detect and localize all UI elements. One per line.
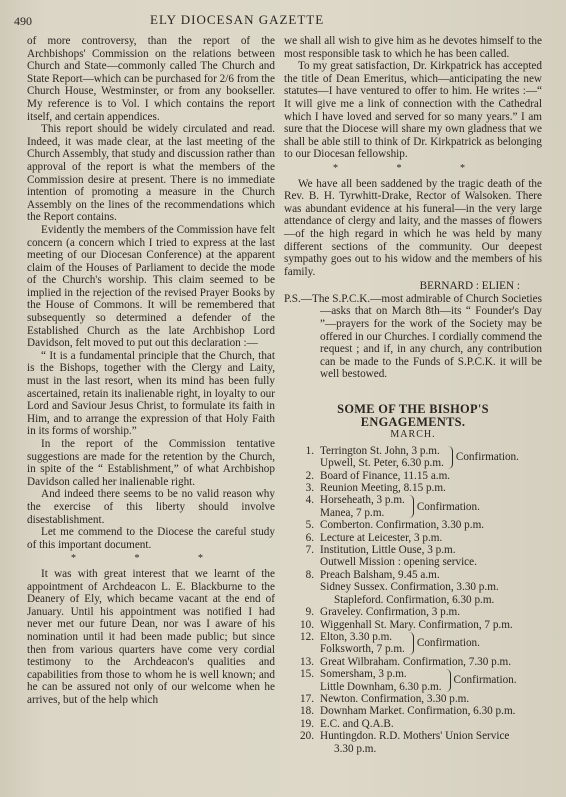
engagement-continuation: Sidney Sussex. Confirmation, 3.30 p.m. <box>320 581 499 594</box>
paragraph: In the report of the Commission tentative suggestions are made for the retention by the Church, in spite of the “ Establishment,” of what Archbishop Davidson called her inalienable right. <box>27 438 275 488</box>
engagement-date: 1. <box>305 444 314 457</box>
engagement-item <box>284 718 542 730</box>
paragraph: we shall all wish to give him as he devotes himself to the most responsible task to which he has been called. <box>284 35 542 60</box>
paragraph: To my great satisfaction, Dr. Kirkpatrick has accepted the title of Dean Emeritus, which—anticipating the new statutes—I have ventured to offer to him. He writes :—“ It will give me a link of connection with the Cathedral which I have loved and served for so many years.” I am sure that the Diocese will share my own gladness that we shall be able still to think of Dr. Kirkpatrick as belonging to our Diocesan fellowship. <box>284 60 542 161</box>
engagement-line: Manea, 7 p.m. <box>320 506 385 519</box>
engagement-line: Little Downham, 6.30 p.m. <box>320 680 442 693</box>
engagement-date: 2. <box>305 469 314 482</box>
engagement-line: Elton, 3.30 p.m. <box>320 630 393 643</box>
section-divider: * * * <box>333 162 493 174</box>
engagement-item <box>284 619 542 631</box>
engagement-line: Terrington St. John, 3 p.m. <box>320 444 440 457</box>
engagement-date: 13. <box>300 655 314 668</box>
engagement-text: Newton. Confirmation, 3.30 p.m. <box>320 692 470 705</box>
engagements-title: SOME OF THE BISHOP'S ENGAGEMENTS. <box>337 402 489 429</box>
engagement-item <box>284 606 542 618</box>
engagement-date: 4. <box>305 494 314 507</box>
engagement-date: 12. <box>300 630 314 643</box>
brace <box>445 669 451 692</box>
right-column <box>284 35 542 755</box>
engagement-text: Great Wilbraham. Confirmation, 7.30 p.m. <box>320 655 512 668</box>
engagement-item <box>284 668 542 693</box>
engagement-text: Graveley. Confirmation, 3 p.m. <box>320 606 461 619</box>
engagement-date: 6. <box>305 531 314 544</box>
engagement-text: Board of Finance, 11.15 a.m. <box>320 469 451 482</box>
engagement-item <box>284 544 542 556</box>
engagement-continuation: Outwell Mission : opening service. <box>320 556 477 569</box>
engagement-text: Wiggenhall St. Mary. Confirmation, 7 p.m. <box>320 618 513 631</box>
engagement-item <box>284 730 542 742</box>
paragraph: This report should be widely circulated and read. Indeed, it was made clear, at the last meeting of the Church Assembly, that study and discussion rather than approval of the report is what the members of the Commission desire at present. There is no immediate intention of promoting a measure in the Church Assembly on the lines of the recommendations which the Report contains. <box>27 123 275 224</box>
engagement-item <box>284 482 542 494</box>
engagement-line: Upwell, St. Peter, 6.30 p.m. <box>320 457 444 470</box>
engagement-date: 8. <box>305 568 314 581</box>
month-heading: MARCH. <box>390 429 436 441</box>
engagement-text: Preach Balsham, 9.45 a.m. <box>320 568 440 581</box>
engagement-line: Somersham, 3 p.m. <box>320 668 407 681</box>
section-divider: * * * <box>71 553 231 565</box>
engagement-continuation: Stapleford. Confirmation, 6.30 p.m. <box>334 593 495 606</box>
engagement-date: 20. <box>300 730 314 743</box>
engagement-text: Lecture at Leicester, 3 p.m. <box>320 531 443 544</box>
postscript: P.S.—The S.P.C.K.—most admirable of Church Societies—asks that on March 8th—its “ Founder's Day ”—prayers for the work of the Society may be offered in our Churches. I cordially commend the request ; and if, in any church, any contribution can be made to the Funds of S.P.C.K. it will be well bestowed. <box>284 292 542 381</box>
engagement-date: 15. <box>300 668 314 681</box>
engagement-date: 19. <box>300 717 314 730</box>
brace <box>447 446 453 469</box>
engagement-label: Confirmation. <box>453 674 517 687</box>
engagement-item <box>284 519 542 531</box>
brace <box>408 495 414 518</box>
engagement-item <box>284 631 542 656</box>
engagement-item <box>284 532 542 544</box>
journal-title: ELY DIOCESAN GAZETTE <box>150 12 325 27</box>
engagement-text: Huntingdon. R.D. Mothers' Union Service <box>320 730 510 743</box>
engagement-label: Confirmation. <box>416 500 480 513</box>
engagement-item <box>284 656 542 668</box>
engagement-text: Comberton. Confirmation, 3.30 p.m. <box>320 519 485 532</box>
engagement-date: 7. <box>305 544 314 557</box>
engagement-text: Institution, Little Ouse, 3 p.m. <box>320 544 456 557</box>
paragraph: Let me commend to the Diocese the careful study of this important document. <box>27 526 275 551</box>
block-quote: “ It is a fundamental principle that the Church, that is the Bishops, together with the Clergy and Laity, must in the last resort, when its mind has been fully ascertained, retain its inalienable right, in loyalty to our Lord and Saviour Jesus Christ, to formulate its faith in Him, and to arrange the expression of that Holy Faith in its forms of worship.” <box>27 349 275 438</box>
engagement-item <box>284 494 542 519</box>
paragraph: It was with great interest that we learnt of the appointment of Archdeacon L. E. Blackburne to the Deanery of Ely, which became vacant at the end of January. Until his appointment was notified I had never met our future Dean, nor was I aware of his nomination until it had been made public; but since then from various quarters have come very cordial testimony to the Archdeacon's qualities and capabilities from those to whom he is well known; and he can be assured not only of our welcome when he arrives, but of the help which <box>27 567 275 706</box>
paragraph: We have all been saddened by the tragic death of the Rev. B. H. Tyrwhitt-Drake, Rector of Walsoken. There was abundant evidence at his funeral—in the very large attendance of clergy and laity, and the masses of flowers—of the high regard in which he was held by many different sections of the community. Our deepest sympathy goes out to his widow and the members of his family. <box>284 177 542 278</box>
engagement-line: Horseheath, 3 p.m. <box>320 494 405 507</box>
paragraph: Evidently the members of the Commission have felt concern (a concern which I tried to express at the last meeting of our Diocesan Conference) at the apparent claim of the Houses of Parliament to decide the mode of the Church's worship. This claim seemed to be implied in the rejection of the revised Prayer Books by the House of Commons. It will be remembered that subsequently so determined a defender of the Established Church as the late Archbishop Lord Davidson, felt moved to put out this declaration :— <box>27 223 275 350</box>
engagement-label: Confirmation. <box>455 451 519 464</box>
engagement-item <box>284 569 542 581</box>
brace <box>408 632 414 655</box>
engagement-text: Downham Market. Confirmation, 6.30 p.m. <box>320 705 516 718</box>
engagement-item <box>284 445 542 470</box>
engagement-continuation: 3.30 p.m. <box>334 742 377 755</box>
paragraph: of more controversy, than the report of the Archbishops' Commission on the relations between Church and State—commonly called The Church and State Report—which can be purchased for 2/6 from the Church House, Westminster, or from any bookseller. My reference is to Vol. I which contains the report itself, and certain appendices. <box>27 35 275 123</box>
engagement-date: 5. <box>305 519 314 532</box>
engagement-date: 10. <box>300 618 314 631</box>
engagements-list <box>284 445 542 755</box>
signature: BERNARD : ELIEN : <box>419 280 520 293</box>
engagement-item <box>284 470 542 482</box>
engagement-line: Folksworth, 7 p.m. <box>320 643 405 656</box>
left-column <box>27 35 275 706</box>
engagement-text: E.C. and Q.A.B. <box>320 717 394 730</box>
page-number: 490 <box>14 14 32 28</box>
engagement-date: 17. <box>300 692 314 705</box>
engagement-date: 9. <box>305 606 314 619</box>
engagement-label: Confirmation. <box>416 637 480 650</box>
engagement-text: Reunion Meeting, 8.15 p.m. <box>320 482 446 495</box>
engagement-item <box>284 705 542 717</box>
paragraph: And indeed there seems to be no valid reason why the exercise of this liberty should involve disestablishment. <box>27 488 275 526</box>
page-header <box>0 8 566 30</box>
engagement-date: 18. <box>300 705 314 718</box>
engagement-date: 3. <box>305 482 314 495</box>
engagement-item <box>284 693 542 705</box>
